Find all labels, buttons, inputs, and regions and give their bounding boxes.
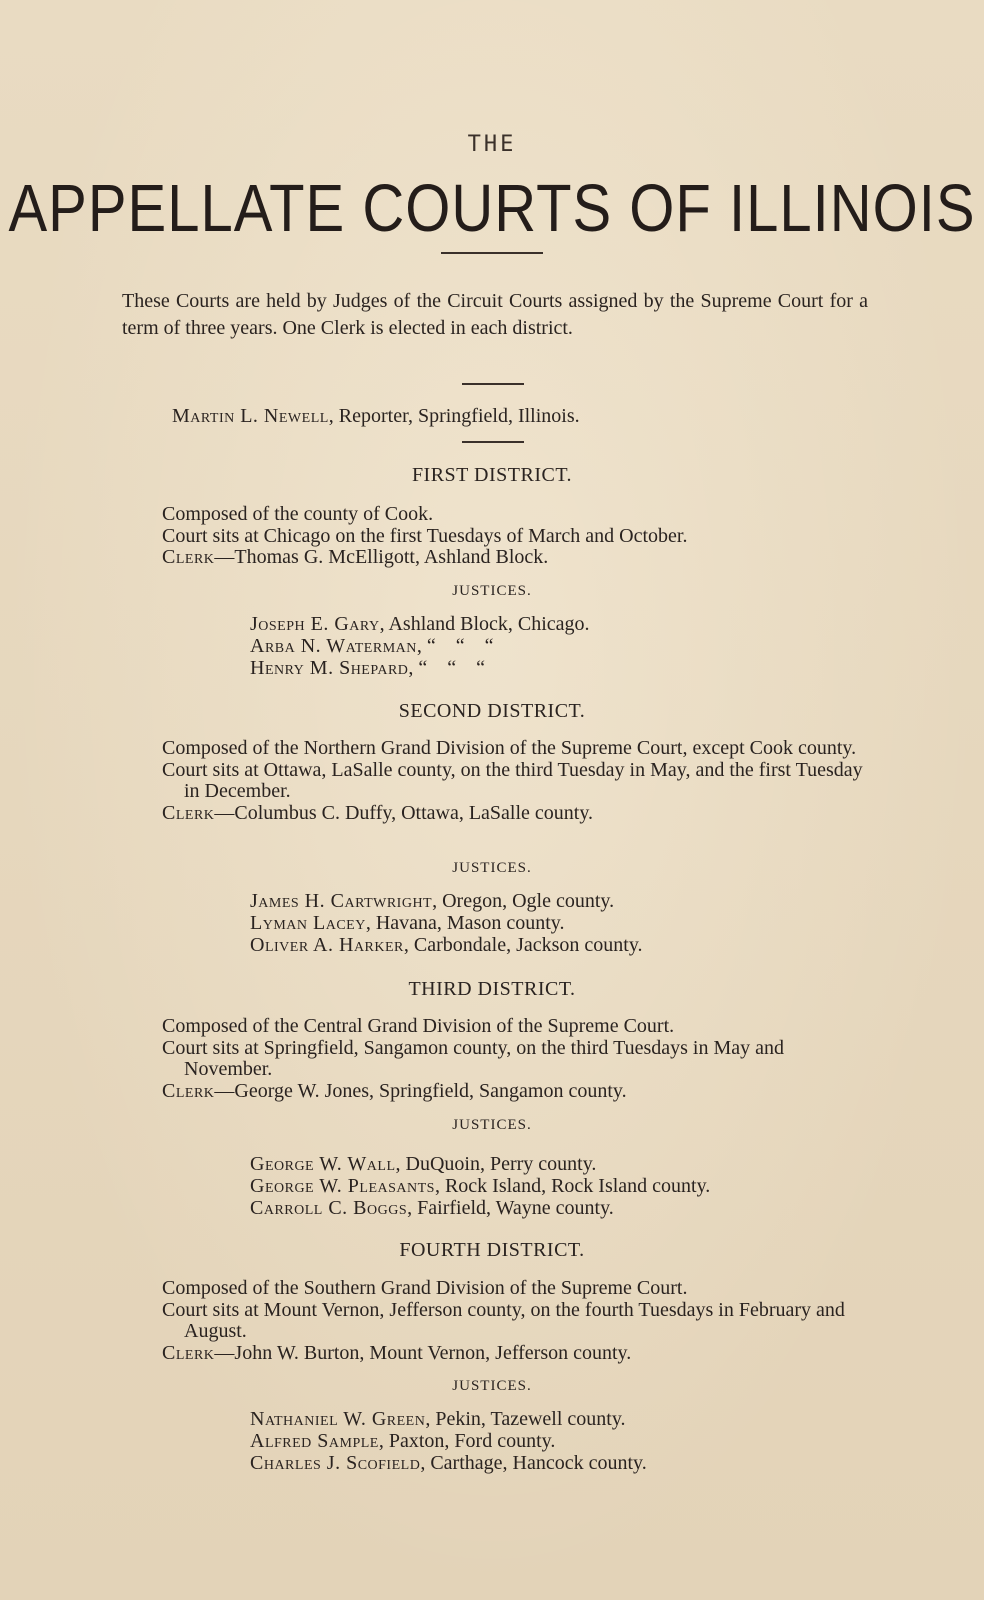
clerk-details: —Columbus C. Duffy, Ottawa, LaSalle county.	[214, 801, 594, 824]
justice-entry	[250, 657, 870, 679]
justice-name: George W. Pleasants	[250, 1175, 435, 1197]
justice-entry	[250, 1430, 870, 1452]
clerk-label: Clerk	[162, 1341, 215, 1364]
justice-details: , Pekin, Tazewell county.	[425, 1408, 626, 1430]
justice-name: Carroll C. Boggs	[250, 1197, 408, 1219]
composed-line: Composed of the Southern Grand Division of the Supreme Court.	[162, 1277, 688, 1299]
intro-paragraph: These Courts are held by Judges of the Circuit Courts assigned by the Supreme Court for a term of three years. One Clerk is elected in each district.	[122, 290, 868, 339]
justice-name: Nathaniel W. Green	[250, 1408, 426, 1430]
justice-list	[250, 1153, 870, 1219]
justice-details: , “ “ “	[416, 635, 494, 657]
justice-details: , Havana, Mason county.	[365, 912, 565, 934]
justices-label: JUSTICES.	[452, 860, 532, 876]
justice-name: Alfred Sample	[250, 1430, 379, 1452]
district-heading: FOURTH DISTRICT.	[399, 1239, 585, 1261]
reporter-name: Martin L. Newell	[172, 405, 329, 427]
clerk-details: —George W. Jones, Springfield, Sangamon county.	[214, 1079, 627, 1102]
justice-entry	[250, 1452, 870, 1474]
district-info	[162, 738, 872, 824]
justices-label: JUSTICES.	[452, 1378, 532, 1394]
court-sits-line: Court sits at Chicago on the first Tuesdays of March and October.	[162, 524, 688, 547]
clerk-label: Clerk	[162, 801, 215, 824]
divider	[462, 383, 524, 385]
clerk-line	[162, 803, 872, 825]
justice-list	[250, 890, 870, 956]
justice-entry	[250, 1153, 870, 1175]
district-heading: FIRST DISTRICT.	[411, 464, 573, 486]
clerk-label: Clerk	[162, 546, 215, 568]
clerk-details: —Thomas G. McElligott, Ashland Block.	[214, 546, 549, 568]
justice-details: , Ashland Block, Chicago.	[379, 613, 590, 635]
justices-label: JUSTICES.	[452, 1117, 532, 1133]
court-sits-line: Court sits at Mount Vernon, Jefferson county, on the fourth Tuesdays in February and August.	[162, 1298, 845, 1342]
clerk-line	[162, 1343, 872, 1365]
district-info	[162, 1016, 872, 1102]
district-heading: THIRD DISTRICT.	[408, 978, 576, 1000]
justice-entry	[250, 1197, 870, 1219]
justice-entry	[250, 1175, 870, 1197]
justice-entry	[250, 1408, 870, 1430]
composed-line: Composed of the Central Grand Division of the Supreme Court.	[162, 1015, 675, 1037]
justice-name: Oliver A. Harker	[250, 934, 404, 956]
justice-entry	[250, 613, 870, 635]
district-info	[162, 1278, 872, 1364]
clerk-line	[162, 547, 872, 569]
justice-name: Joseph E. Gary	[250, 613, 380, 635]
justice-name: George W. Wall	[250, 1153, 396, 1175]
reporter-line	[172, 405, 580, 428]
justice-details: , DuQuoin, Perry county.	[395, 1153, 597, 1175]
justice-entry	[250, 635, 870, 657]
justice-details: , Carthage, Hancock county.	[420, 1452, 647, 1474]
justice-details: , Paxton, Ford county.	[378, 1430, 556, 1452]
justices-label: JUSTICES.	[452, 583, 532, 599]
divider	[462, 441, 524, 443]
district-heading: SECOND DISTRICT.	[398, 700, 586, 722]
justice-details: , Fairfield, Wayne county.	[407, 1197, 614, 1219]
justice-entry	[250, 934, 870, 956]
composed-line: Composed of the Northern Grand Division of the Supreme Court, except Cook county.	[162, 737, 857, 759]
justice-entry	[250, 912, 870, 934]
clerk-line	[162, 1081, 872, 1103]
title-article: THE	[467, 132, 517, 157]
justice-name: Henry M. Shepard	[250, 657, 409, 679]
justice-name: Arba N. Waterman	[250, 635, 417, 657]
district-info	[162, 504, 872, 569]
composed-line: Composed of the county of Cook.	[162, 503, 434, 525]
justice-details: , Carbondale, Jackson county.	[403, 934, 643, 956]
court-sits-line: Court sits at Springfield, Sangamon county, on the third Tuesdays in May and November.	[162, 1036, 785, 1080]
court-sits-line: Court sits at Ottawa, LaSalle county, on the third Tuesday in May, and the first Tuesday in December.	[162, 758, 863, 802]
justice-list	[250, 613, 870, 679]
justice-details: , Rock Island, Rock Island county.	[434, 1175, 711, 1197]
divider	[441, 252, 543, 254]
justice-details: , Oregon, Ogle county.	[432, 890, 615, 912]
page-title: APPELLATE COURTS OF ILLINOIS	[8, 171, 976, 246]
clerk-label: Clerk	[162, 1079, 215, 1102]
reporter-details: , Reporter, Springfield, Illinois.	[328, 405, 580, 427]
justice-name: James H. Cartwright	[250, 890, 433, 912]
justice-list	[250, 1408, 870, 1474]
justice-entry	[250, 890, 870, 912]
justice-name: Charles J. Scofield	[250, 1452, 421, 1474]
justice-name: Lyman Lacey	[250, 912, 366, 934]
clerk-details: —John W. Burton, Mount Vernon, Jefferson county.	[214, 1341, 632, 1364]
justice-details: , “ “ “	[408, 657, 486, 679]
